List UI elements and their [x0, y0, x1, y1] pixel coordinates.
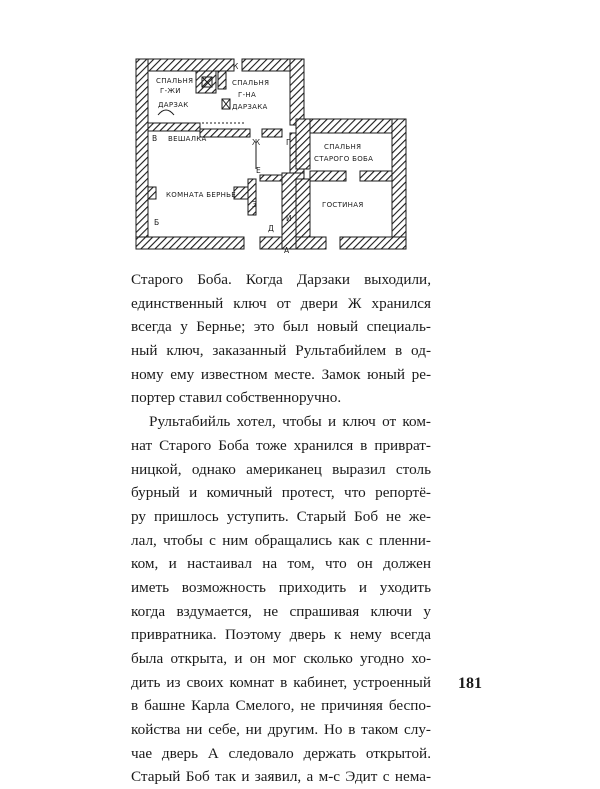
text-line: ком, и настаивал на том, что он должен [131, 555, 431, 573]
paragraph [131, 268, 431, 410]
door-letter-zh: Ж [252, 138, 261, 147]
text-line: привратника. Поэтому дверь к нему всегда [131, 626, 431, 644]
room-label: Г-ЖИ [160, 87, 181, 95]
room-label: СПАЛЬНЯ [324, 143, 362, 151]
text-line: бурный и комичный протест, что репортё- [131, 484, 431, 502]
floor-plan-drawing [134, 57, 434, 255]
text-line: когда вздумается, не спрашивая ключи у [131, 602, 431, 620]
door-letter-i: И [286, 214, 292, 223]
room-label: ДАРЗАК [158, 101, 189, 109]
door-letter-k: К [233, 62, 239, 71]
room-label: СПАЛЬНЯ [156, 77, 194, 85]
text-line: портер ставил собственноручно. [131, 389, 342, 407]
room-label: ВЕШАЛКА [168, 135, 207, 143]
door-letter-d: Д [268, 224, 274, 233]
paragraph [131, 410, 431, 789]
room-label: Г-НА [238, 91, 257, 99]
text-line: ру пришлось уступить. Старый Боб не же- [131, 507, 431, 525]
room-label: ГОСТИНАЯ [322, 201, 364, 209]
text-line: ницкой, однако американец выразил столь [131, 460, 431, 478]
text-line: ному ему известном месте. Замок юный ре- [131, 365, 431, 383]
door-letter-z: З [252, 200, 257, 209]
text-line: лал, чтобы с ним обращались как с пленни- [131, 531, 431, 549]
text-line: нат Старого Боба тоже хранился в приврат- [131, 436, 431, 454]
text-line: Рультабийль хотел, чтобы и ключ от ком- [149, 413, 431, 431]
page-number: 181 [458, 675, 482, 692]
text-line: была открыта, и он мог сколько угодно хо- [131, 650, 431, 667]
body-text [131, 268, 431, 789]
room-label: ДАРЗАКА [232, 103, 268, 111]
door-letter-g: Г [286, 138, 291, 147]
text-line: чае дверь А следовало держать открытой. [131, 744, 431, 762]
door-letter-v: В [152, 134, 158, 143]
door-letter-b: Б [154, 218, 160, 227]
room-label: КОМНАТА БЕРНЬЕ [166, 191, 236, 199]
text-line: дить из своих комнат в кабинет, устроенный [131, 673, 431, 691]
text-line: Старый Боб так и заявил, а м-с Эдит с нема- [131, 768, 431, 786]
text-line: всегда у Бернье; это был новый специаль- [131, 318, 431, 336]
door-letter-a: А [284, 246, 290, 255]
room-label: СТАРОГО БОБА [314, 155, 374, 163]
text-line: в башне Карла Смелого, не причиняя беспо- [131, 697, 431, 715]
text-line: иметь возможность приходить и уходить [131, 578, 431, 596]
text-line: койства ни себе, ни другим. Но в таком слу- [131, 721, 431, 739]
room-label: СПАЛЬНЯ [232, 79, 270, 87]
door-letter-e: Е [256, 166, 261, 175]
floor-plan [134, 57, 434, 255]
text-line: ный ключ, заказанный Рультабийлем в од- [131, 342, 431, 360]
text-line: единственный ключ от двери Ж хранился [131, 294, 431, 312]
text-line: Старого Боба. Когда Дарзаки выходили, [131, 271, 431, 288]
